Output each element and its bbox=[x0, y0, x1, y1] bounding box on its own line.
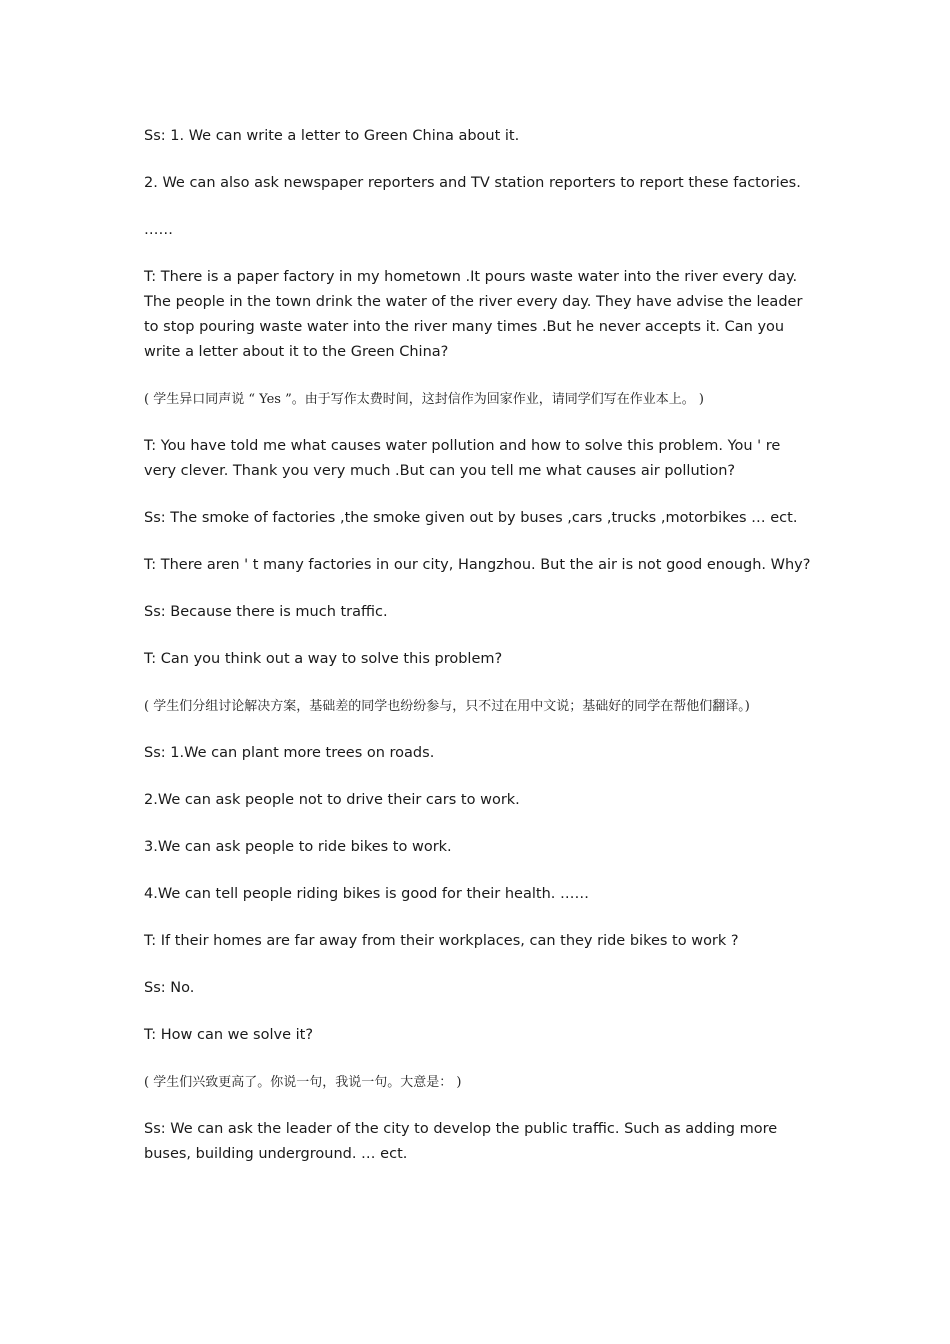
paragraph-4: T: There is a paper factory in my hometown .It pours waste water into the river every day. The people in the town drink the water of the river every day. They have advise the leader to stop pouring waste water into the river many times .But he never accepts it. Can you write a letter about it to the Green China? bbox=[144, 269, 803, 360]
classroom-note-3: ( 学生们兴致更高了。你说一句，我说一句。大意是： ) bbox=[144, 1075, 462, 1090]
paragraph-14: 3.We can ask people to ride bikes to work. bbox=[144, 839, 452, 855]
paragraph-18: T: How can we solve it? bbox=[144, 1027, 314, 1043]
paragraph-20: Ss: We can ask the leader of the city to develop the public traffic. Such as adding more buses, building underground. … ect. bbox=[144, 1121, 778, 1162]
paragraph-16: T: If their homes are far away from their workplaces, can they ride bikes to work ? bbox=[144, 933, 739, 949]
paragraph-10: T: Can you think out a way to solve this problem? bbox=[144, 651, 503, 667]
paragraph-2: 2. We can also ask newspaper reporters and TV station reporters to report these factories. bbox=[144, 175, 801, 191]
paragraph-12: Ss: 1.We can plant more trees on roads. bbox=[144, 745, 435, 761]
paragraph-13: 2.We can ask people not to drive their cars to work. bbox=[144, 792, 520, 808]
paragraph-15: 4.We can tell people riding bikes is good for their health. …… bbox=[144, 886, 589, 902]
paragraph-1: Ss: 1. We can write a letter to Green China about it. bbox=[144, 128, 520, 144]
paragraph-9: Ss: Because there is much traffic. bbox=[144, 604, 388, 620]
paragraph-17: Ss: No. bbox=[144, 980, 195, 996]
paragraph-6: T: You have told me what causes water pollution and how to solve this problem. You ' re very clever. Thank you very much .But can you tell me what causes air pollution? bbox=[144, 438, 781, 479]
classroom-note-2: ( 学生们分组讨论解决方案，基础差的同学也纷纷参与，只不过在用中文说；基础好的同学在帮他们翻译。) bbox=[144, 699, 750, 714]
paragraph-3: …… bbox=[144, 222, 173, 238]
classroom-note-1: ( 学生异口同声说 “ Yes ”。由于写作太费时间，这封信作为回家作业，请同学们写在作业本上。 ) bbox=[144, 392, 704, 407]
paragraph-7: Ss: The smoke of factories ,the smoke given out by buses ,cars ,trucks ,motorbikes … ect. bbox=[144, 510, 798, 526]
document-body bbox=[144, 124, 812, 1189]
paragraph-8: T: There aren ' t many factories in our city, Hangzhou. But the air is not good enough. Why? bbox=[144, 557, 811, 573]
